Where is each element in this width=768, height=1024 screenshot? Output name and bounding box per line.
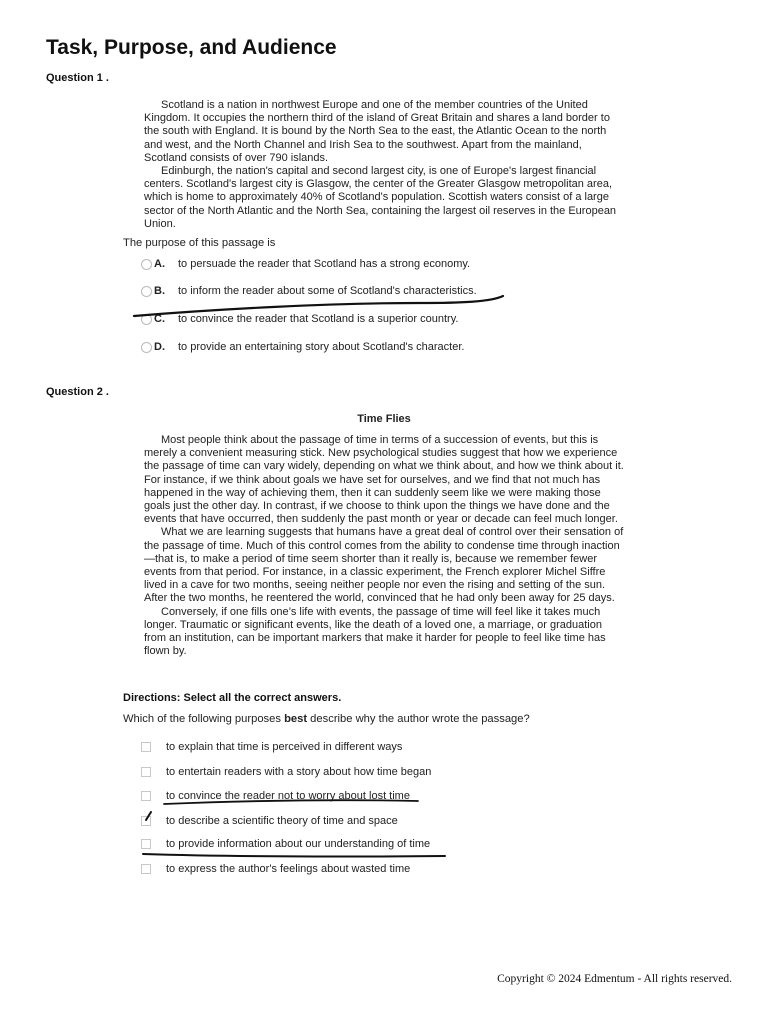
answer-option-1[interactable] — [141, 739, 402, 755]
passage-paragraph: Conversely, if one fills one’s life with events, the passage of time will feel like it takes much longer. Traumatic or significant events, like the death of a loved one, a marriage, or graduation from an institution, can be important markers that make it harder for people to feel like time has flown by. — [144, 605, 606, 658]
answer-option-3[interactable] — [141, 788, 410, 804]
checkbox[interactable] — [141, 864, 151, 874]
pen-underline-mark — [143, 854, 445, 857]
question-2-label: Question 2 . — [46, 386, 109, 398]
choice-d[interactable] — [141, 339, 464, 355]
checkbox[interactable] — [141, 742, 151, 752]
choice-letter: C. — [154, 313, 165, 325]
option-text: to convince the reader not to worry about lost time — [166, 790, 410, 802]
answer-option-4[interactable] — [141, 813, 398, 829]
option-text: to express the author's feelings about wasted time — [166, 863, 411, 875]
option-text: to explain that time is perceived in different ways — [166, 741, 403, 753]
radio-button[interactable] — [141, 342, 152, 353]
option-text: to describe a scientific theory of time and space — [166, 815, 398, 827]
directions: Directions: Select all the correct answers. — [123, 692, 342, 704]
stem-emphasis: best — [284, 713, 308, 725]
checkbox[interactable] — [141, 791, 151, 801]
radio-button[interactable] — [141, 259, 152, 270]
answer-option-5[interactable] — [141, 836, 430, 852]
stem-text: describe why the author wrote the passage? — [307, 713, 530, 725]
choice-text: to inform the reader about some of Scotland's characteristics. — [178, 285, 477, 297]
passage-paragraph: What we are learning suggests that humans have a great deal of control over their sensation of the passage of time. Much of this control comes from the ability to condense time through inaction—that is, to make a period of time seem shorter than it really is, because we remember fewer events from that period. For instance, in a classic experiment, the French explorer Michel Siffre lived in a cave for two months, seeing neither people nor even the rising and setting of the sun. After the two months, he reentered the world, convinced that he had only been away for 25 days. — [144, 526, 624, 605]
choice-text: to persuade the reader that Scotland has a strong economy. — [178, 258, 471, 270]
passage-paragraph: Scotland is a nation in northwest Europe and one of the member countries of the United Kingdom. It occupies the northern third of the island of Great Britain and shares a land border to the south with England. It is bound by the North Sea to the east, the Atlantic Ocean to the north and west, and the North Channel and Irish Sea to the southwest. Apart from the mainland, Scotland consists of over 790 islands. — [144, 99, 610, 164]
choice-letter: B. — [154, 285, 165, 297]
choice-letter: D. — [154, 341, 165, 353]
choice-a[interactable] — [141, 256, 470, 272]
choice-c[interactable] — [141, 311, 458, 327]
question-1-label: Question 1 . — [46, 72, 109, 84]
option-text: to provide information about our understanding of time — [166, 838, 431, 850]
checkbox[interactable] — [141, 839, 151, 849]
answer-option-6[interactable] — [141, 861, 410, 877]
choice-text: to provide an entertaining story about Scotland's character. — [178, 341, 465, 353]
radio-button[interactable] — [141, 286, 152, 297]
radio-button[interactable] — [141, 314, 152, 325]
copyright-footer: Copyright © 2024 Edmentum - All rights reserved. — [497, 973, 732, 985]
choice-letter: A. — [154, 258, 165, 270]
checkbox[interactable] — [141, 816, 151, 826]
passage-paragraph: Most people think about the passage of time in terms of a succession of events, but this is merely a convenient measuring stick. New psychological studies suggest that how we experience the passage of time can vary widely, depending on what we think about, and how we think about it. For instance, if we think about goals we have set for ourselves, and we find that not much has happened in the way of achieving them, then it can suddenly seem like we were making those goals just the other day. In contrast, if we choose to think upon the things we have done and the events that have occurred, then suddenly the past month or year or decade can feel much longer. — [144, 434, 624, 526]
question-1-stem: The purpose of this passage is — [123, 237, 276, 249]
passage-paragraph: Edinburgh, the nation's capital and second largest city, is one of Europe's largest financial centers. Scotland's largest city is Glasgow, the center of the Greater Glasgow metropolitan area, which is home to approximately 40% of Scotland's population. Scottish waters consist of a large sector of the North Atlantic and the North Sea, containing the largest oil reserves in the European Union. — [144, 165, 617, 230]
answer-option-2[interactable] — [141, 764, 431, 780]
question-2-passage — [144, 434, 624, 658]
page-title: Task, Purpose, and Audience — [46, 36, 337, 59]
question-2-stem — [123, 713, 530, 725]
choice-b[interactable] — [141, 283, 477, 299]
passage-title: Time Flies — [357, 413, 411, 425]
option-text: to entertain readers with a story about how time began — [166, 766, 432, 778]
checkbox[interactable] — [141, 767, 151, 777]
question-1-passage — [144, 99, 624, 231]
stem-text: Which of the following purposes — [123, 713, 285, 725]
choice-text: to convince the reader that Scotland is a superior country. — [178, 313, 459, 325]
